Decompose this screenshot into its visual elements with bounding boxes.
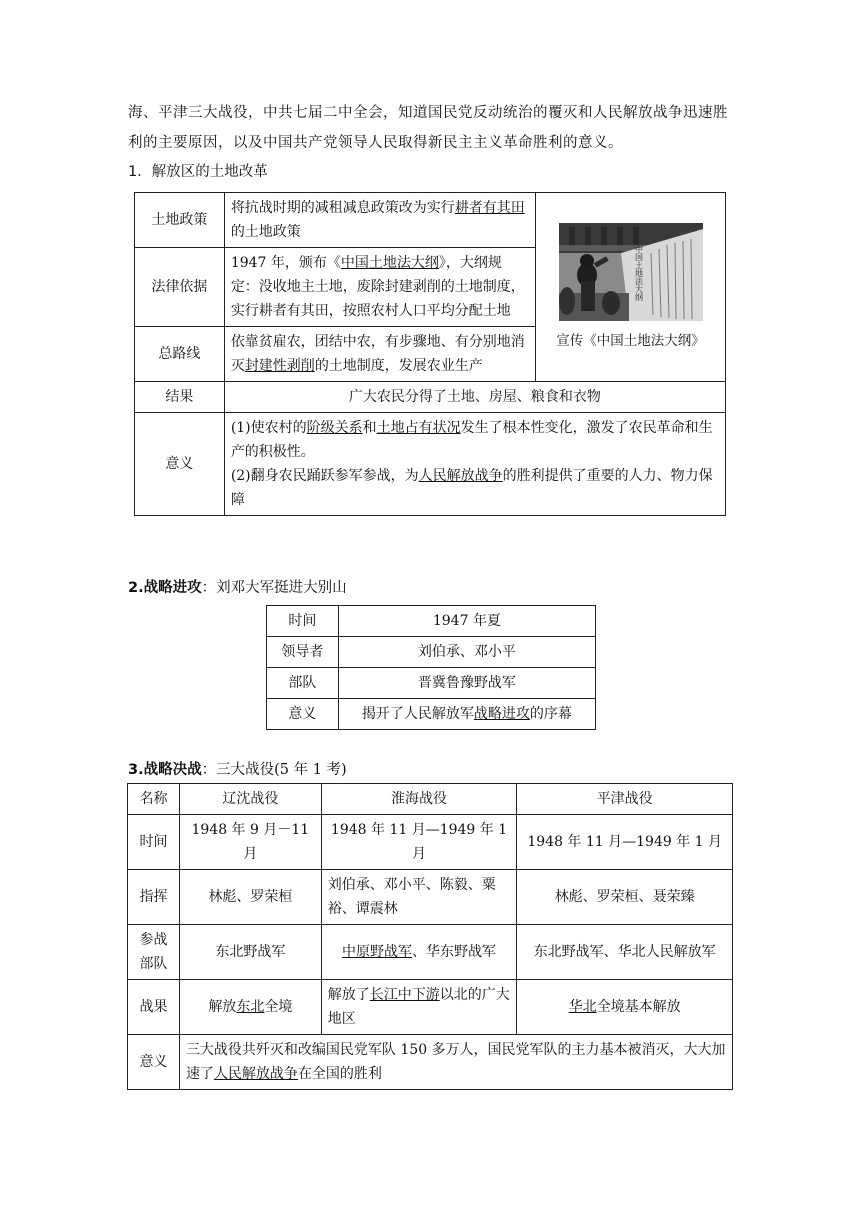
row-label: 参战部队	[128, 925, 180, 980]
underlined-term: 耕者有其田	[454, 200, 525, 216]
law-cell: 1947 年，颁布《中国土地法大纲》，大纲规定：没收地主土地，废除封建剥削的土地制度，实行耕者有其田，按照农村人口平均分配土地	[224, 248, 535, 327]
cell: 华北全境基本解放	[517, 980, 733, 1035]
table-row	[128, 870, 733, 925]
cell: 1948 年 11 月—1949 年 1 月	[321, 815, 517, 870]
row-label: 部队	[267, 668, 339, 699]
table-row	[267, 606, 596, 637]
section1-heading: 1．解放区的土地改革	[128, 164, 268, 180]
result-cell: 广大农民分得了土地、房屋、粮食和衣物	[224, 382, 725, 413]
table-row	[128, 1035, 733, 1090]
row-label: 领导者	[267, 637, 339, 668]
cell: 林彪、罗荣桓	[179, 870, 321, 925]
row-label: 时间	[128, 815, 180, 870]
three-campaigns-table	[127, 783, 733, 1090]
table-row	[128, 815, 733, 870]
cell: 林彪、罗荣桓、聂荣臻	[517, 870, 733, 925]
row-label-result: 结果	[135, 382, 225, 413]
row-label: 时间	[267, 606, 339, 637]
cell: 刘伯承、邓小平、陈毅、粟裕、谭震林	[321, 870, 517, 925]
cell: 解放东北全境	[179, 980, 321, 1035]
cell: 东北野战军	[179, 925, 321, 980]
line-cell: 依靠贫雇农，团结中农，有步骤地、有分别地消灭封建性剥削的土地制度，发展农业生产	[224, 327, 535, 382]
table-row	[135, 413, 726, 516]
table-row	[267, 668, 596, 699]
table-row	[267, 699, 596, 730]
strategic-offensive-table	[266, 605, 596, 730]
cell: 解放了长江中下游以北的广大地区	[321, 980, 517, 1035]
row-label-policy: 土地政策	[135, 193, 225, 248]
policy-cell: 将抗战时期的减租减息政策改为实行耕者有其田的土地政策	[224, 193, 535, 248]
table-row	[128, 925, 733, 980]
row-value: 1947 年夏	[338, 606, 595, 637]
column-header: 名称	[128, 784, 180, 815]
table-row	[267, 637, 596, 668]
meaning-cell	[224, 413, 725, 516]
underlined-term: 封建性剥削	[244, 358, 315, 374]
cell: 三大战役共歼灭和改编国民党军队 150 多万人，国民党军队的主力基本被消灭，大大加速了人民解放战争在全国的胜利	[179, 1035, 732, 1090]
photo-caption: 宣传《中国土地法大纲》	[556, 333, 705, 349]
row-label-line: 总路线	[135, 327, 225, 382]
table-row	[135, 382, 726, 413]
meaning-point-2: (2)翻身农民踊跃参军参战，为人民解放战争的胜利提供了重要的人力、物力保障	[230, 468, 713, 508]
cell: 中原野战军、华东野战军	[321, 925, 517, 980]
land-law-propaganda-photo	[559, 223, 703, 321]
row-value: 刘伯承、邓小平	[338, 637, 595, 668]
row-label: 战果	[128, 980, 180, 1035]
column-header: 平津战役	[517, 784, 733, 815]
land-reform-table	[134, 192, 726, 516]
row-label: 意义	[128, 1035, 180, 1090]
photo-cell	[536, 193, 726, 382]
intro-paragraph	[128, 98, 748, 158]
cell: 1948 年 9 月－11 月	[179, 815, 321, 870]
table-row	[135, 193, 726, 248]
column-header: 辽沈战役	[179, 784, 321, 815]
poster-title: 中国土地法大纲	[634, 245, 644, 301]
row-label-meaning: 意义	[135, 413, 225, 516]
row-label-law: 法律依据	[135, 248, 225, 327]
cell: 1948 年 11 月—1949 年 1 月	[517, 815, 733, 870]
column-header: 淮海战役	[321, 784, 517, 815]
meaning-point-1: (1)使农村的阶级关系和土地占有状况发生了根本性变化，激发了农民革命和生产的积极性。	[230, 420, 713, 460]
row-value: 晋冀鲁豫野战军	[338, 668, 595, 699]
section2-heading: 2.战略进攻：刘邓大军挺进大别山	[128, 580, 347, 596]
row-label: 意义	[267, 699, 339, 730]
row-label: 指挥	[128, 870, 180, 925]
intro-line-1: 海、平津三大战役，中共七届二中全会，知道国民党反动统治的覆灭和人民解放战争迅速胜	[128, 105, 728, 121]
section3-heading: 3.战略决战：三大战役(5 年 1 考)	[128, 762, 347, 778]
underlined-term: 中国土地法大纲	[340, 255, 439, 271]
cell: 东北野战军、华北人民解放军	[517, 925, 733, 980]
row-value: 揭开了人民解放军战略进攻的序幕	[338, 699, 595, 730]
table-header-row	[128, 784, 733, 815]
table-row	[128, 980, 733, 1035]
intro-line-2: 利的主要原因，以及中国共产党领导人民取得新民主主义革命胜利的意义。	[128, 135, 623, 151]
